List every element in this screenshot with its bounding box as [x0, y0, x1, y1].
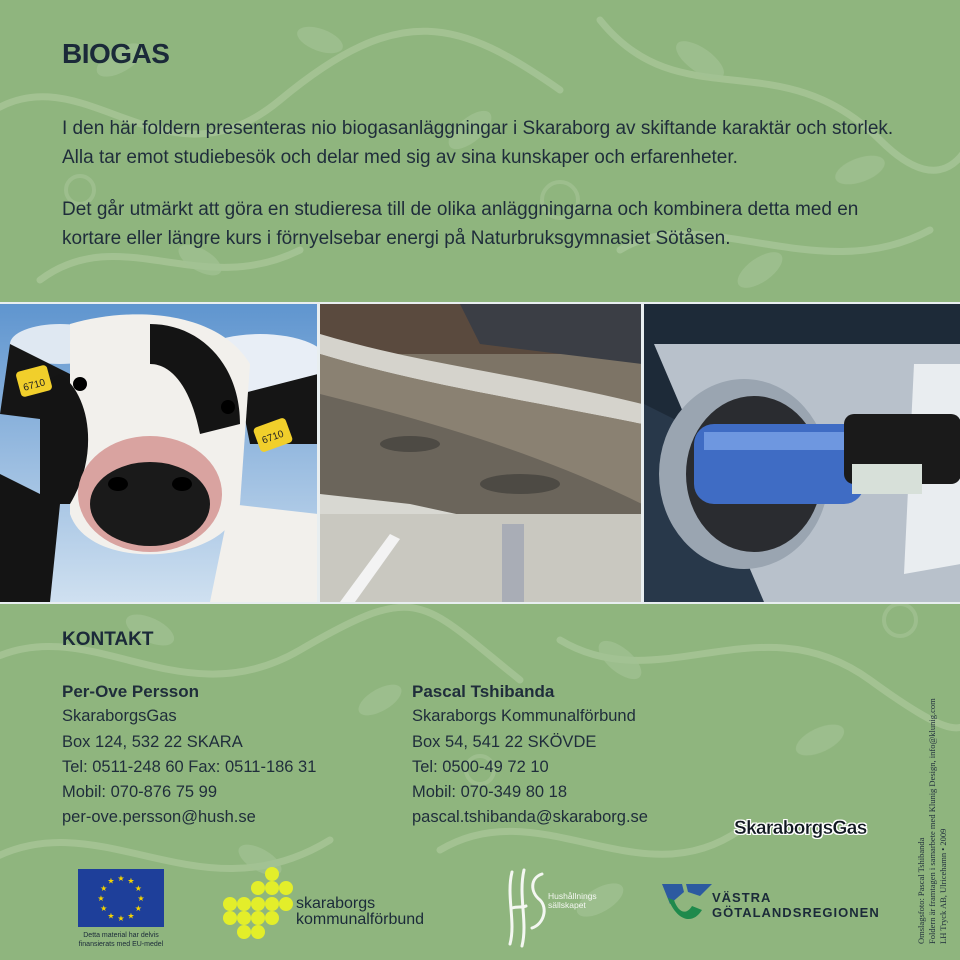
svg-text:★: ★: [137, 894, 145, 903]
svg-text:★: ★: [117, 914, 125, 923]
credits-line-1: Omslagsfoto: Pascal Tshibanda: [916, 837, 926, 944]
svg-text:★: ★: [100, 884, 108, 893]
page-title: BIOGAS: [62, 38, 170, 69]
vg-line-2: GÖTALANDSREGIONEN: [712, 905, 880, 920]
eu-flag-icon: [78, 869, 164, 927]
contact-2-mobile: Mobil: 070-349 80 18: [412, 783, 568, 802]
intro-line-2: Alla tar emot studiebesök och delar med sig av sina kunskaper och erfarenheter.: [62, 147, 738, 168]
skk-line-1: skaraborgs: [296, 895, 376, 912]
contact-2-name: Pascal Tshibanda: [412, 682, 555, 701]
skaraborgsgas-logo: SkaraborgsGas: [734, 818, 867, 839]
credits-line-2: Foldern är framtagen i samarbete med Klunig Design, info@klunig.com: [927, 698, 937, 944]
contact-card-2: [412, 679, 648, 831]
contact-heading: KONTAKT: [62, 629, 154, 650]
photo-strip: [0, 302, 960, 604]
svg-text:★: ★: [107, 876, 115, 886]
contact-1-name: Per-Ove Persson: [62, 682, 200, 701]
svg-text:★: ★: [107, 911, 115, 921]
svg-text:★: ★: [127, 876, 135, 886]
svg-text:★: ★: [127, 911, 135, 921]
svg-text:★: ★: [134, 884, 142, 893]
svg-text:★: ★: [134, 904, 142, 913]
credits-vertical-text: [916, 698, 949, 944]
intro-paragraph-2: Det går utmärkt att göra en studieresa till de olika anläggningarna och kombinera detta med en kortare eller längre kurs i förnyelsebar energi på Naturbruksgymnasiet Sötåsen.: [62, 199, 859, 249]
contact-card-1: [62, 679, 316, 831]
contact-1-mobile: Mobil: 070-876 75 99: [62, 783, 218, 802]
contact-1-phone: Tel: 0511-248 60 Fax: 0511-186 31: [62, 757, 317, 776]
cow-photo: [0, 304, 317, 602]
svg-text:★: ★: [100, 904, 108, 913]
skaraborgs-kommunalforbund-dots-icon: [216, 866, 296, 946]
contact-2-email[interactable]: pascal.tshibanda@skaraborg.se: [412, 808, 648, 827]
contact-2-org: Skaraborgs Kommunalförbund: [412, 707, 636, 726]
intro-text: [62, 114, 922, 276]
svg-text:★: ★: [117, 874, 125, 883]
skk-line-2: kommunalförbund: [296, 911, 425, 928]
vg-line-1: VÄSTRA: [712, 890, 772, 905]
contact-1-address: Box 124, 532 22 SKARA: [62, 732, 243, 751]
eu-caption-line-1: Detta material har delvis: [83, 932, 159, 939]
hs-line-1: Hushållnings: [548, 891, 597, 901]
contact-2-address: Box 54, 541 22 SKÖVDE: [412, 732, 597, 751]
intro-line-1: I den här foldern presenteras nio biogasanläggningar i Skaraborg av skiftande karaktär och storlek.: [62, 118, 894, 139]
hs-line-2: sällskapet: [548, 900, 586, 910]
contact-1-email[interactable]: per-ove.persson@hush.se: [62, 808, 256, 827]
hushallningssallskapet-hs-icon: [502, 866, 550, 950]
eu-logo: [78, 869, 164, 949]
eu-caption: [78, 931, 164, 949]
svg-text:★: ★: [97, 894, 105, 903]
skaraborgs-kommunalforbund-logo-text: [296, 896, 424, 928]
cow-ear-tag-left: 6710: [22, 377, 47, 394]
vastra-gotalandsregionen-logo-text: [712, 890, 880, 920]
contact-1-org: SkaraborgsGas: [62, 707, 177, 726]
digester-tank-photo: [320, 304, 641, 602]
intro-paragraph-1: [62, 114, 922, 172]
credits-line-3: LH Tryck AB, Ulricehamn • 2009: [938, 828, 948, 944]
hushallningssallskapet-logo-text: [548, 892, 597, 910]
cow-ear-tag-right: 6710: [260, 428, 286, 447]
fuel-nozzle-photo: [644, 304, 960, 602]
contact-2-phone: Tel: 0500-49 72 10: [412, 757, 549, 776]
eu-caption-line-2: finansierats med EU-medel: [78, 941, 164, 948]
vastra-gotalandsregionen-icon: [662, 880, 712, 928]
